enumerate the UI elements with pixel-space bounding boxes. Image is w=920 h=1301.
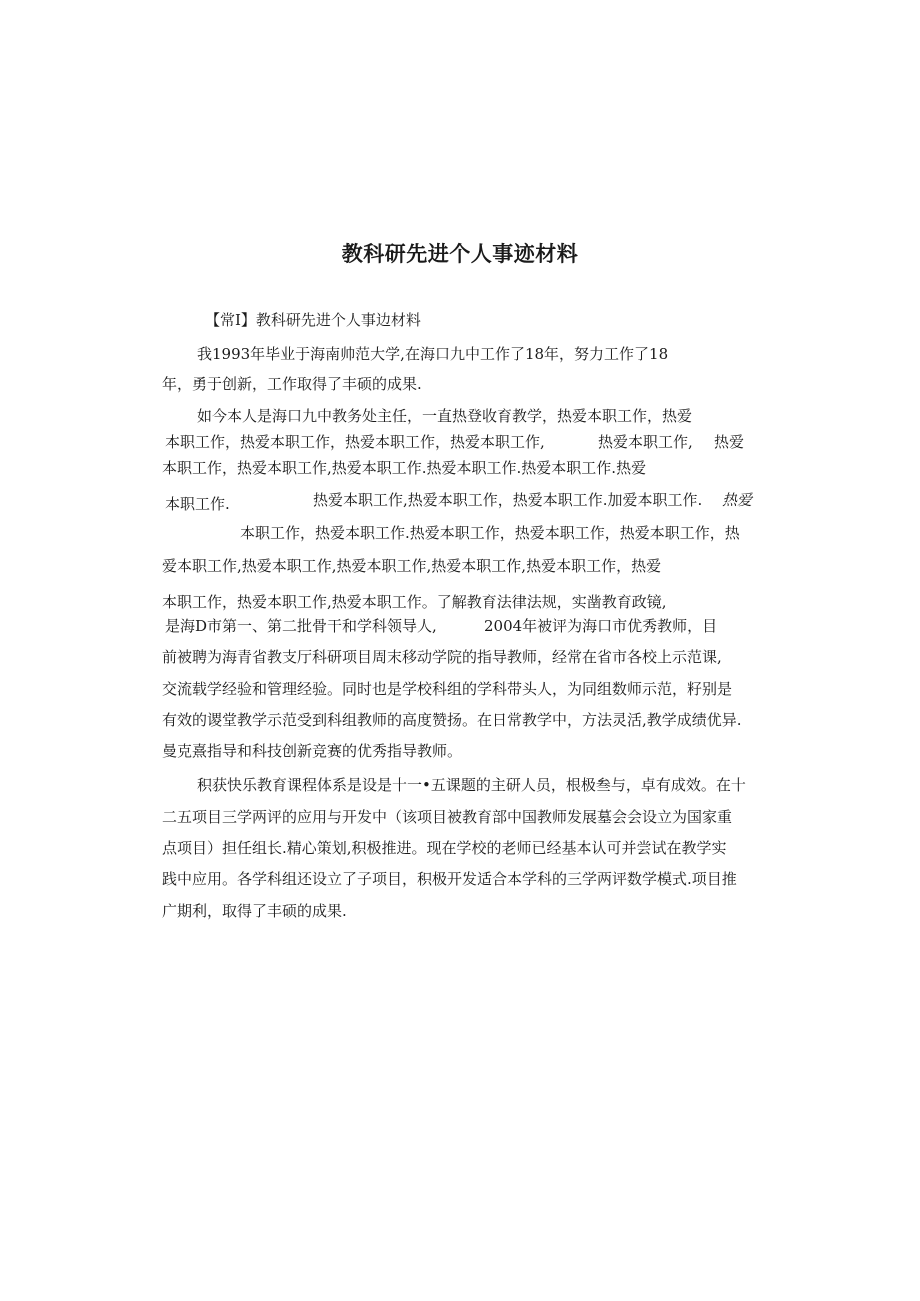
text-line: 本职工作，热爱本职工作，热爱本职工作，热爱本职工作, [165, 433, 545, 451]
text-line: 年，勇于创新，工作取得了丰硕的成果. [162, 375, 422, 393]
text-line: 有效的谡堂教学示范受到科组教师的高度赞扬。在日常教学中，方法灵活,教学成绩优异. [162, 711, 742, 729]
text-line: 热爱 [714, 433, 745, 451]
text-line: 交流载学经验和管理经验。同时也是学校科组的学科带头人，为同组数师示范，籽别是 [162, 680, 733, 698]
text-line: 本职工作. [165, 495, 230, 513]
text-line: 点项目）担任组长.精心策划,积极推进。现在学校的老师已经基本认可并尝试在教学实 [162, 839, 727, 857]
text-line: 积获快乐教育课程体系是设是十一•五课题的主研人员，根极叁与，卓有成效。在十 [197, 776, 746, 794]
text-line: 爱本职工作,热爱本职工作,热爱本职工作,热爱本职工作,热爱本职工作，热爱 [162, 557, 662, 575]
text-line: 热爱本职工作,热爱本职工作，热爱本职工作.加爱本职工作. [313, 491, 703, 509]
text-line: 是海D市第一、第二批骨干和学科领导人, [165, 617, 437, 635]
text-line: 2004年被评为海口市优秀教师，目 [484, 617, 718, 635]
text-line: 二五项目三学两评的应用与开发中（该项目被教育部中国教师发展墓会会设立为国家重 [162, 808, 733, 826]
text-line: 本职工作，热爱本职工作,热爱本职工作.热爱本职工作.热爱本职工作.热爱 [162, 459, 647, 477]
document-subtitle: 【常I】教科研先进个人事边材料 [205, 311, 421, 329]
text-line: 如今本人是海口九中教务处主任，一直热登收育教学，热爱本职工作，热爱 [197, 407, 693, 425]
text-line: 广期利，取得了丰硕的成果. [162, 902, 347, 920]
text-line: 本职工作，热爱本职工作.热爱本职工作，热爱本职工作，热爱本职工作，热 [240, 524, 740, 542]
text-line: 前被聘为海青省教支厅科研项目周末移动学院的指导教师，经常在省市各校上示范课, [162, 648, 722, 666]
document-title: 教科研先进个人事迹材料 [341, 242, 579, 266]
text-line: 本职工作，热爱本职工作,热爱本职工作。了解教育法律法规，实凿教育政镜, [162, 593, 667, 611]
text-line: 曼克熹指导和科技创新竞赛的优秀指导教师。 [162, 742, 463, 760]
text-line: 我1993年毕业于海南帅范大学,在海口九中工作了18年，努力工作了18 [197, 345, 669, 363]
text-line: 践中应用。各学科组还设立了子项目，积极开发适合本学科的三学两评数学模式.项目推 [162, 870, 737, 888]
text-line: 热爱 [722, 491, 753, 509]
text-line: 热爱本职工作, [598, 433, 693, 451]
